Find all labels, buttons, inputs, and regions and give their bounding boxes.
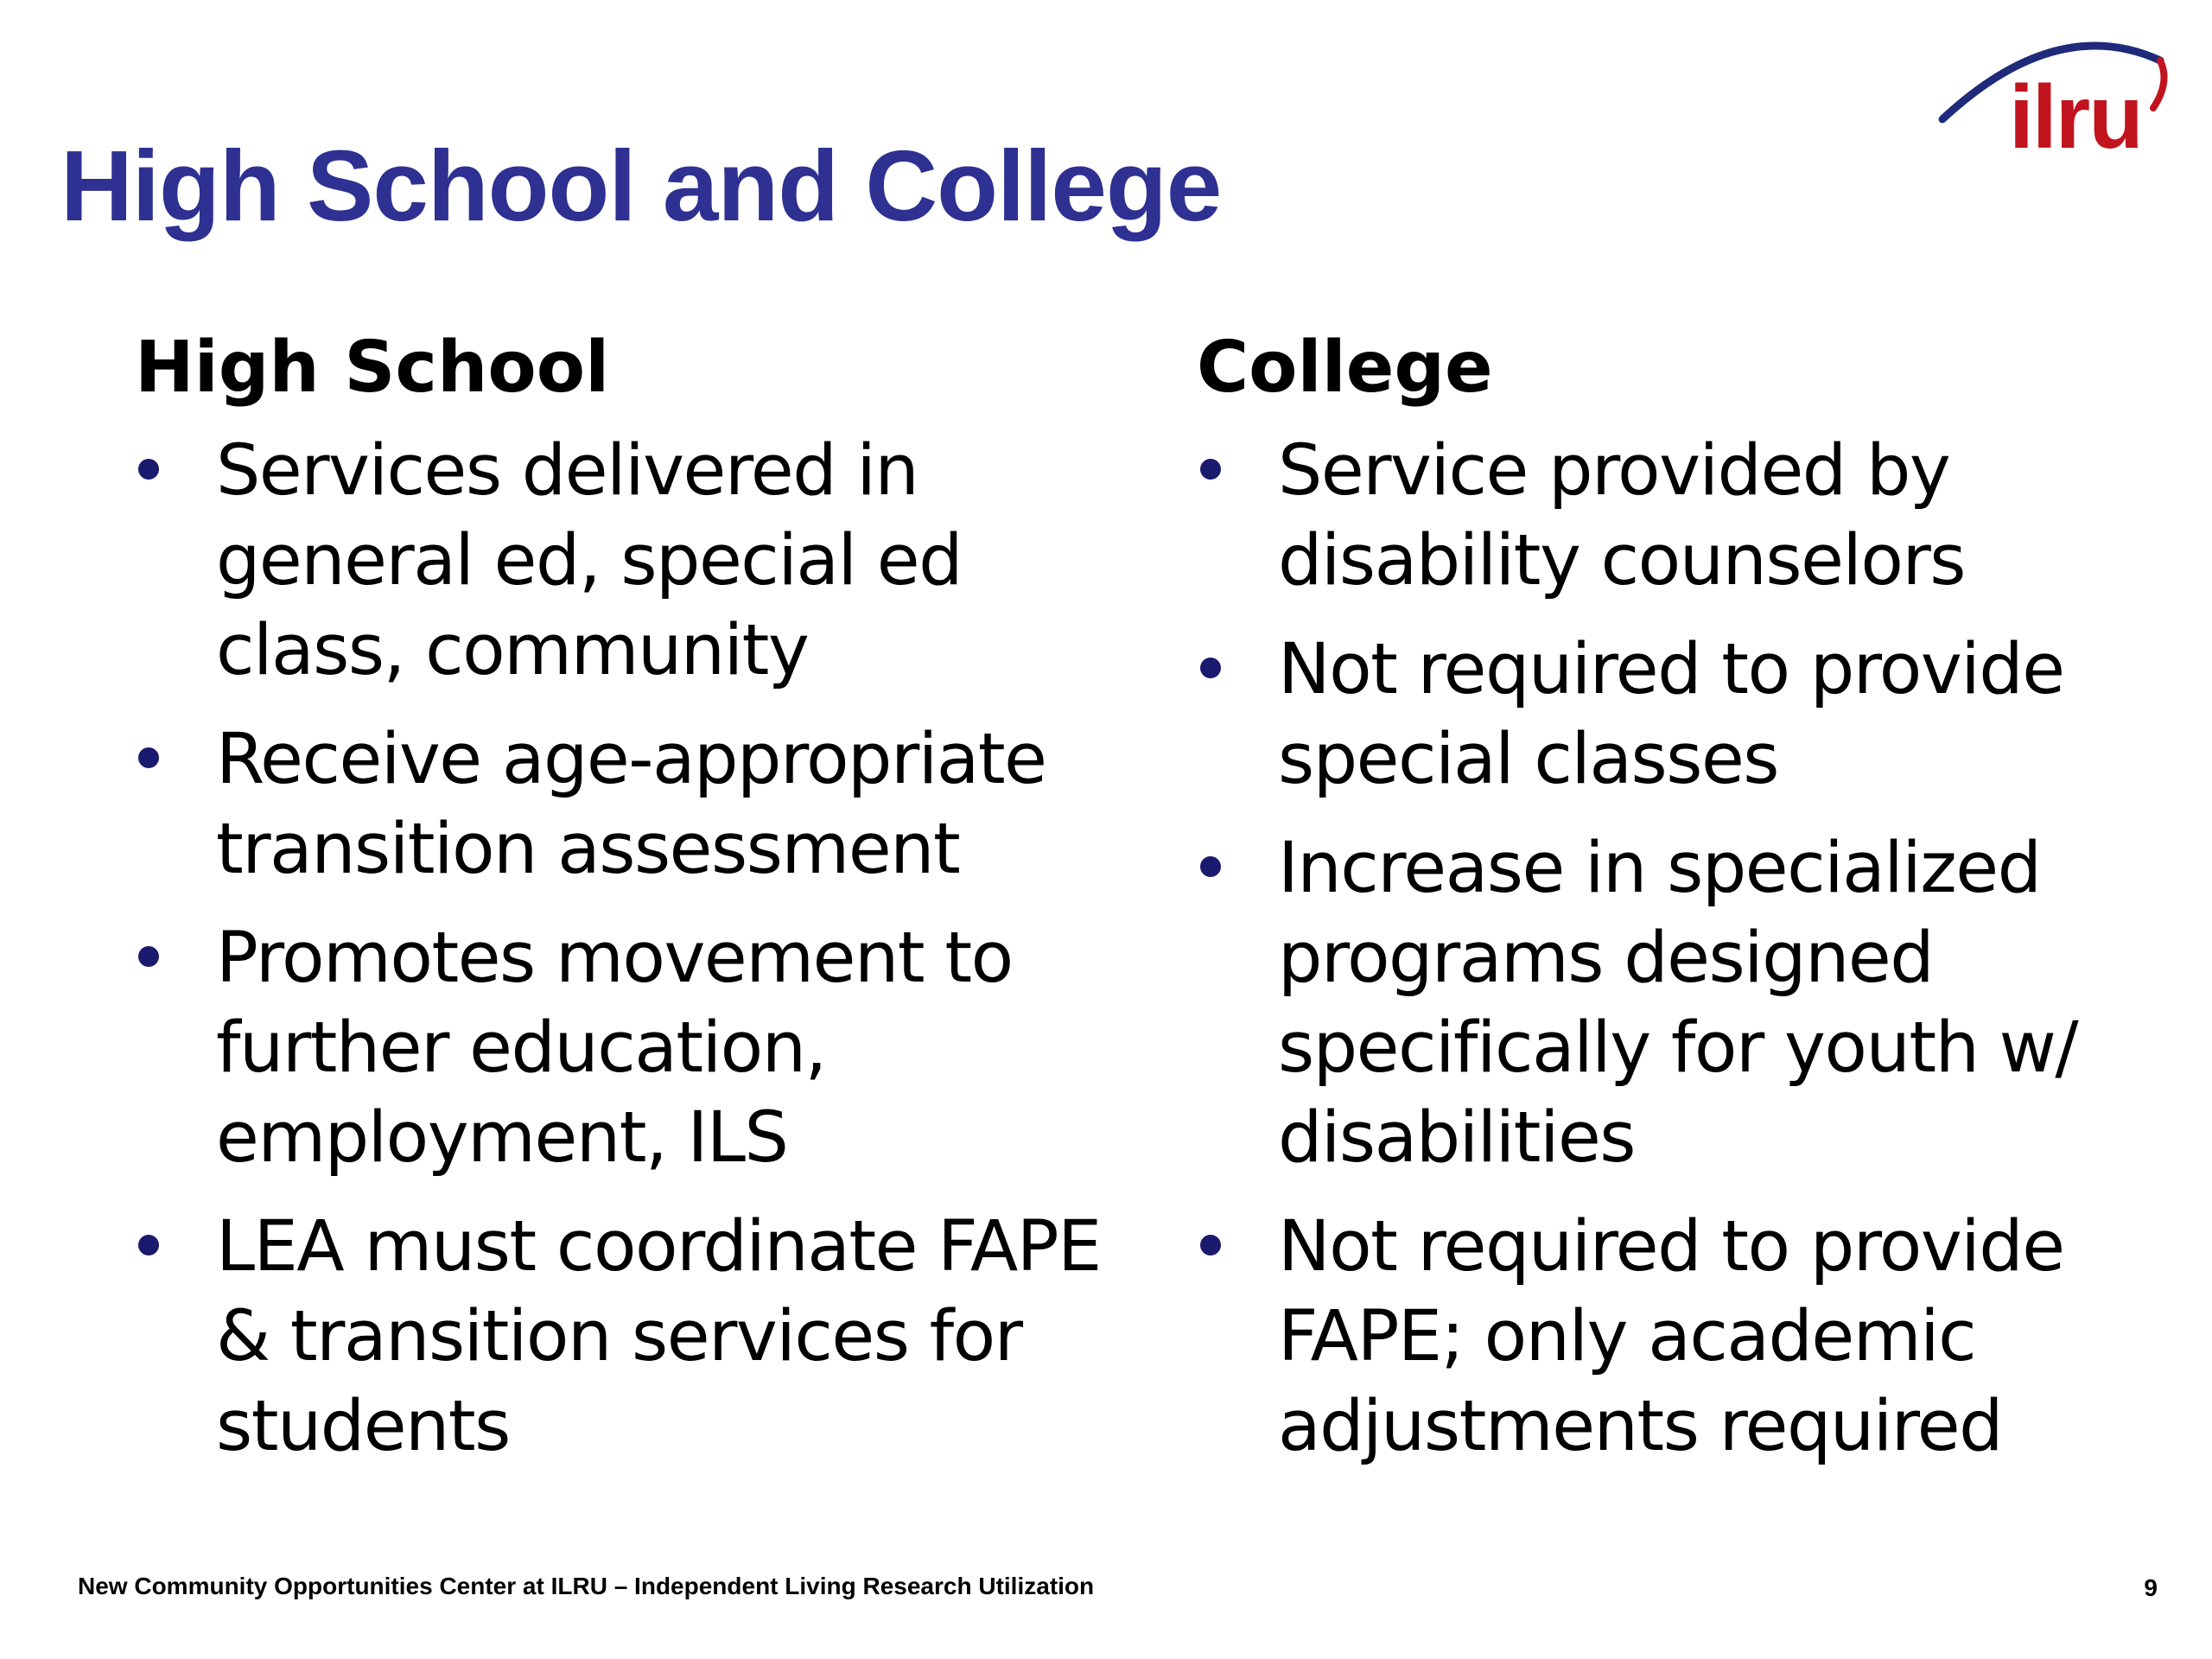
- bullet-icon: [138, 1235, 159, 1255]
- bullet-icon: [1200, 856, 1221, 877]
- bullet-text: LEA must coordinate FAPE & transition services for students: [216, 1206, 1101, 1467]
- slide-title: High School and College: [60, 130, 1222, 242]
- bullet-icon: [138, 459, 159, 480]
- bullet-text: Increase in specialized programs designed specifically for youth w/ disabilities: [1278, 828, 2078, 1179]
- list-item: [1197, 823, 2173, 1183]
- high-school-heading: High School: [135, 327, 610, 409]
- bullet-text: Services delivered in general ed, special ed class, community: [216, 430, 962, 691]
- bullet-text: Receive age-appropriate transition assessment: [216, 719, 1046, 890]
- bullet-text: Promotes movement to further education, employment, ILS: [216, 918, 1013, 1179]
- college-column: [1197, 327, 2173, 1491]
- list-item: [135, 913, 1146, 1183]
- page-number: 9: [2144, 1574, 2158, 1601]
- logo-text: ilru: [2009, 67, 2142, 168]
- list-item: [1197, 1202, 2173, 1471]
- list-item: [135, 1202, 1146, 1471]
- ilru-logo: [1927, 35, 2177, 168]
- bullet-text: Not required to provide FAPE; only academic adjustments required: [1278, 1206, 2064, 1467]
- list-item: [135, 426, 1146, 696]
- footer-text: New Community Opportunities Center at ILRU – Independent Living Research Utilization: [78, 1573, 1095, 1599]
- list-item: [135, 715, 1146, 894]
- bullet-icon: [138, 946, 159, 967]
- bullet-text: Service provided by disability counselors: [1278, 430, 1965, 601]
- college-heading: College: [1197, 327, 1493, 409]
- list-item: [1197, 426, 2173, 606]
- bullet-text: Not required to provide special classes: [1278, 629, 2064, 800]
- bullet-icon: [1200, 1235, 1221, 1255]
- high-school-bullet-list: [135, 426, 1146, 1471]
- list-item: [1197, 625, 2173, 804]
- bullet-icon: [138, 747, 159, 768]
- college-bullet-list: [1197, 426, 2173, 1471]
- bullet-icon: [1200, 459, 1221, 480]
- bullet-icon: [1200, 658, 1221, 678]
- high-school-column: [135, 327, 1146, 1491]
